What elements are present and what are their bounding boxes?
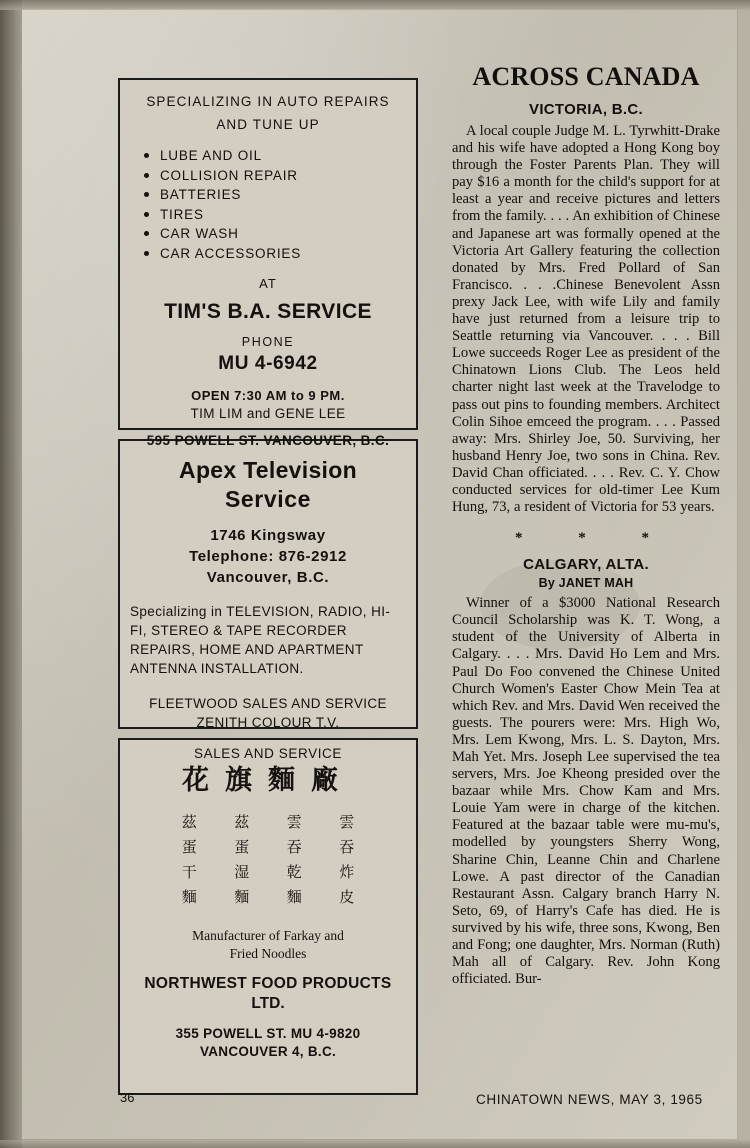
ad-northwest-food-products — [118, 738, 418, 1095]
ad-company-line1: NORTHWEST FOOD PRODUCTS — [144, 975, 392, 992]
ad-apex-television-service — [118, 439, 418, 761]
chinese-glyph: 吞 — [339, 838, 355, 856]
ad-brand-line1: FLEETWOOD SALES AND SERVICE — [149, 696, 387, 711]
ad-proprietors: TIM LIM and GENE LEE — [190, 406, 346, 421]
chinese-glyph: 蛋 — [234, 838, 250, 856]
ad-body-text: Specializing in TELEVISION, RADIO, HI-FI, STEREO & TAPE RECORDER REPAIRS, HOME AND APARTMENT ANTENNA INSTALLATION. — [130, 604, 391, 676]
page-title: ACROSS CANADA — [472, 62, 700, 91]
section-divider: * * * — [515, 530, 675, 547]
list-item: TIRES — [144, 205, 406, 225]
chinese-glyph: 湿 — [234, 863, 250, 881]
ad-address: 1746 Kingsway — [210, 527, 326, 544]
page-left-edge-shadow — [0, 0, 22, 1148]
article-paragraph: A local couple Judge M. L. Tyrwhitt-Drake and his wife have adopted a Hong Kong boy through the Foster Parents Plan. They will pay $16 a month for the child's support for at least a year and receive pictures and letters from the family. . . . An exhibition of Chinese and Japanese art was formally opened at the Victoria Art Gallery featuring the collection donated by Mrs. Fred Pollard of San Francisco. . . .Chinese Benevolent Assn prexy Jack Lee, with wife Lily and family have just returned from a leisure trip to Seattle returning via Vancouver. . . . Bill Lowe succeeds Roger Lee as president of the Chinatown Lions Club. The Leos held charter night last week at the Travelodge to pass out pins to founding members. Architect Colin Sihoe emceed the program. . . . Passed away: Mrs. Shirley Joe, 50. Surviving, her husband Henry Joe, two sons in China. Rev. David Chan officiated. . . . Rev. C. Y. Chow conducted services for old-timer Lee Kum Hung, 73, a resident of Victoria for 53 years. — [452, 123, 720, 516]
ad-phone-number: MU 4-6942 — [218, 353, 318, 374]
ad-header-line2: AND TUNE UP — [216, 117, 320, 132]
chinese-glyph: 乾 — [286, 863, 302, 881]
chinese-glyph: 雲 — [339, 813, 355, 831]
chinese-glyph: 干 — [181, 863, 197, 881]
ad-address-line1: 355 POWELL ST. MU 4-9820 — [175, 1026, 361, 1041]
ad-business-name: TIM'S B.A. SERVICE — [164, 300, 372, 323]
ad-manufacturer-line2: Fried Noodles — [229, 946, 307, 961]
section-byline: By JANET MAH — [538, 576, 634, 591]
chinese-glyph: 麵 — [181, 888, 197, 906]
ad-at-label: AT — [259, 276, 277, 291]
page-number: 36 — [120, 1090, 135, 1105]
section-heading-victoria: VICTORIA, B.C. — [529, 101, 643, 118]
chinese-glyph: 吞 — [286, 838, 302, 856]
chinese-glyph: 雲 — [286, 813, 302, 831]
article-column — [452, 62, 720, 988]
ad-chinese-title: 花旗麵廠 — [182, 765, 354, 796]
ad-tims-ba-service — [118, 78, 418, 448]
ad-manufacturer-line1: Manufacturer of Farkay and — [192, 928, 344, 943]
list-item: CAR WASH — [144, 224, 406, 244]
chinese-glyph: 茲 — [234, 813, 250, 831]
ad-telephone: Telephone: 876-2912 — [189, 548, 347, 565]
chinese-glyph: 炸 — [339, 863, 355, 881]
section-heading-calgary: CALGARY, ALTA. — [523, 556, 649, 574]
ad-hours: OPEN 7:30 AM to 9 PM. — [191, 388, 345, 403]
list-item: LUBE AND OIL — [144, 146, 406, 166]
page-bottom-edge-shadow — [0, 1140, 750, 1148]
chinese-glyph: 麵 — [234, 888, 250, 906]
chinese-glyph: 麵 — [286, 888, 302, 906]
chinese-glyph: 茲 — [181, 813, 197, 831]
ad-brand-line2: ZENITH COLOUR T.V. — [196, 715, 340, 730]
ad-city: Vancouver, B.C. — [206, 569, 330, 586]
page-top-edge-shadow — [0, 0, 750, 10]
list-item: COLLISION REPAIR — [144, 166, 406, 186]
ad-company-line2: LTD. — [251, 995, 285, 1012]
chinese-glyph: 蛋 — [181, 838, 197, 856]
advertisement-column — [118, 78, 418, 1104]
ad-chinese-product-grid — [163, 811, 373, 907]
ad-address: 595 POWELL ST. VANCOUVER, B.C. — [146, 433, 390, 448]
ad-sales-service: SALES AND SERVICE — [193, 746, 342, 761]
ad-phone-label: PHONE — [241, 335, 295, 349]
article-paragraph: Winner of a $3000 National Research Council Scholarship was K. T. Wong, a student of the University of Alberta in Calgary. . . . Mrs. David Ho Lem and Mrs. Paul Do Foo convened the Chinese United Church Women's Easter Chow Mein Tea at which Rev. and Mrs. David Wen received the guests. The pourers were: Mrs. High Wo, Mrs. Lem Kwong, Mrs. L. S. Dayton, Mrs. Mah Yet. Mrs. Joseph Lee supervised the tea servers, Mrs. Joe Kheong presided over the bazaar while Mrs. Chow Kam and Mrs. Louie Yam were in charge of the kitchen. Featured at the bazaar table were mu-mu's, modelled by youngsters Sherry Wong, Sharine Chin, Leanne Chin and Charlene Lowe. A past director of the Canadian Restaurant Assn. Calgary branch Harry N. Seto, 69, of Harry's Cafe has died. He is survived by his wife, three sons, Kwong, Ben and Fong; one daughter, Mrs. Norman (Ruth) Mah all of Calgary. Rev. John Kong officiated. Bur- — [452, 595, 720, 988]
ad-title-line2: Service — [224, 486, 312, 512]
list-item: BATTERIES — [144, 185, 406, 205]
ad-title-line1: Apex Television — [179, 457, 357, 483]
ad-address-line2: VANCOUVER 4, B.C. — [199, 1044, 337, 1059]
ad-header-line1: SPECIALIZING IN AUTO REPAIRS — [146, 94, 390, 109]
list-item: CAR ACCESSORIES — [144, 244, 406, 264]
chinese-glyph: 皮 — [339, 888, 355, 906]
ad-services-list — [144, 146, 406, 263]
page-footer: CHINATOWN NEWS, MAY 3, 1965 — [476, 1092, 703, 1107]
